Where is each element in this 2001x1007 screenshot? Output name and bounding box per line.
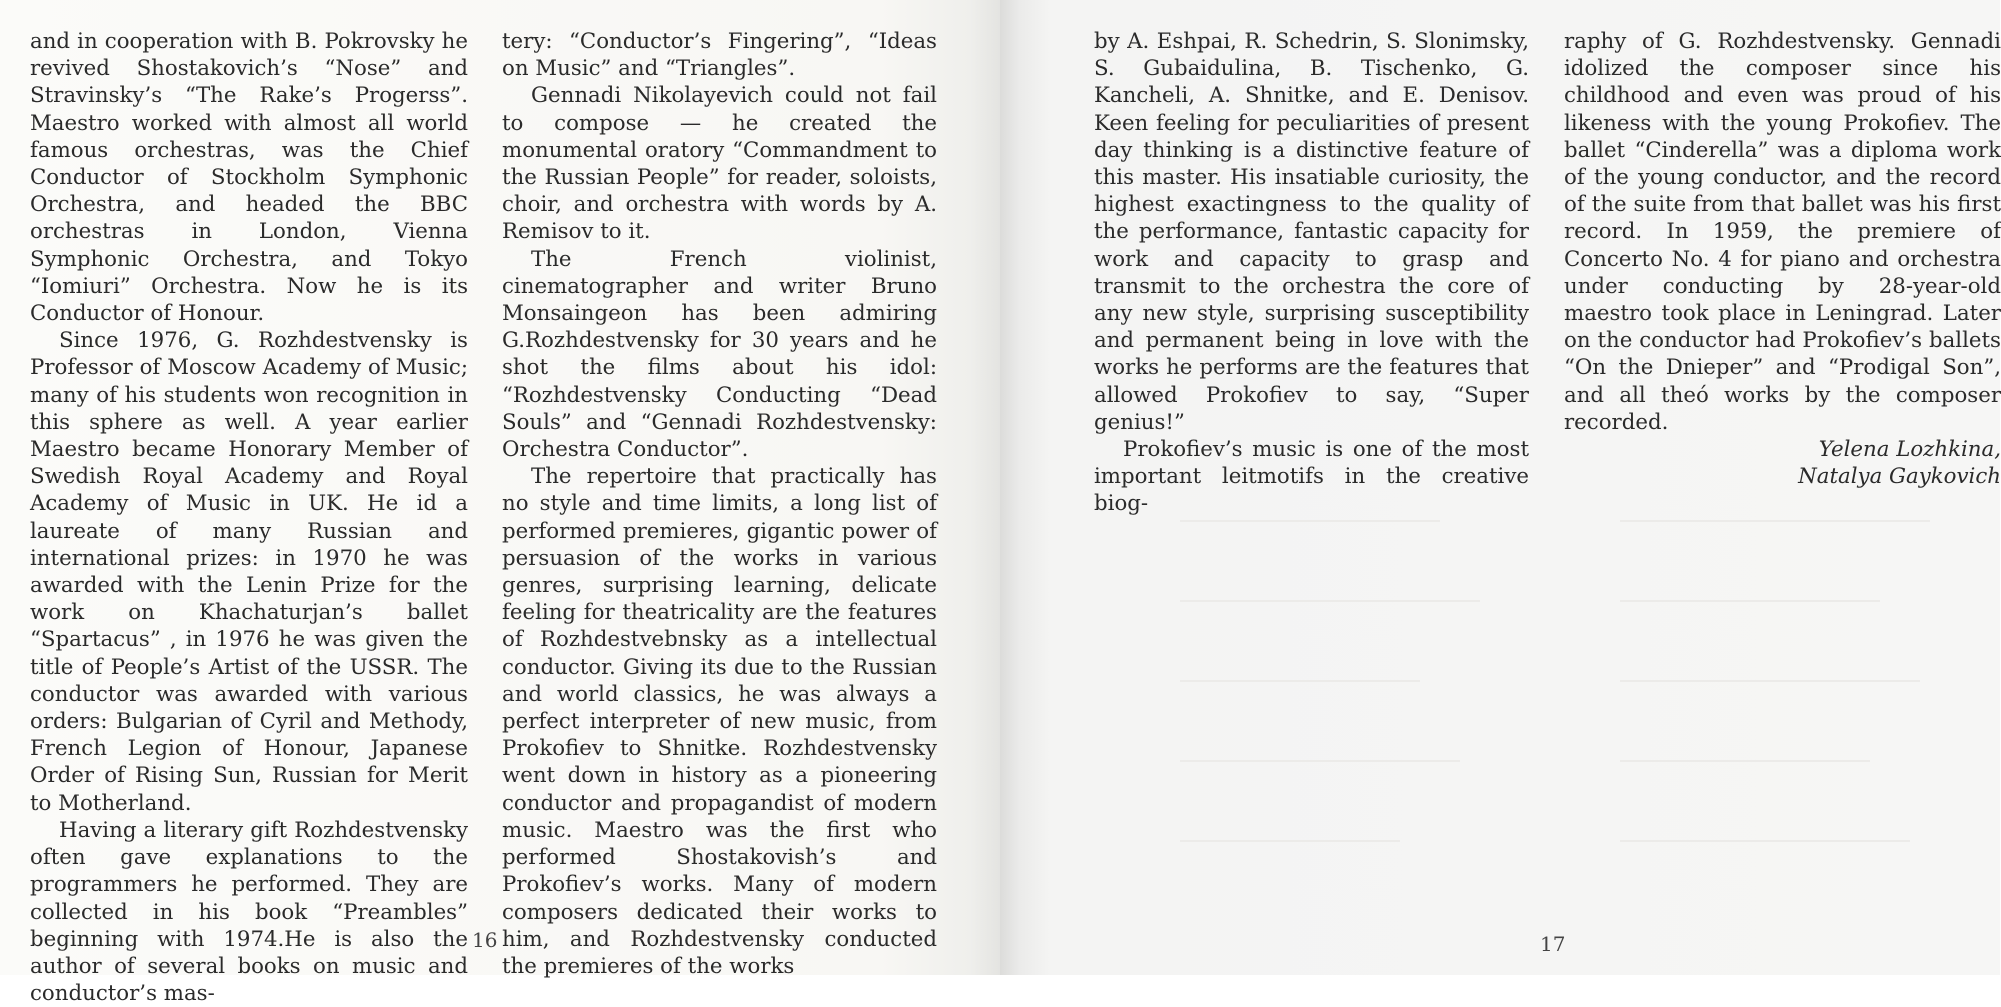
show-through-line [1180,760,1460,762]
right-page-column-2 [1564,28,2001,490]
page-number: 17 [1540,932,1566,956]
paragraph: The French violinist, cinematographer and writer Bruno Monsaingeon has been admiring G.Rozhdestvensky for 30 years and he shot the films about his idol: “Rozhdestvensky Conducting “Dead Souls” and “Gennadi Rozhdestvensky: Orchestra Conductor”. [502,246,937,463]
paragraph: raphy of G. Rozhdestvensky. Gennadi idolized the composer since his childhood and even was proud of his likeness with the young Prokofiev. The ballet “Cinderella” was a diploma work of the young conductor, and the record of the suite from that ballet was his first record. In 1959, the premiere of Concerto No. 4 for piano and orchestra under conducting by 28-year-old maestro took place in Leningrad. Later on the conductor had Prokofiev’s ballets “On the Dnieper” and “Prodigal Son”, and all theó works by the composer recorded. [1564,29,2001,435]
show-through-line [1180,680,1420,682]
signature-author-1: Yelena Lozhkina, [1818,437,2001,463]
left-page-column-2 [502,28,937,980]
paragraph: Prokofiev’s music is one of the most important leitmotifs in the creative biog- [1094,437,1529,517]
show-through-line [1180,600,1480,602]
right-page-column-1 [1094,28,1529,518]
show-through-line [1620,760,1870,762]
right-page [1000,0,2000,975]
show-through-line [1620,520,1930,522]
paragraph: The repertoire that practically has no style and time limits, a long list of performed premieres, gigantic power of persuasion of the works in various genres, surprising learning, delicate feeling for theatricality are the features of Rozhdestvebnsky as a intellectual conductor. Giving its due to the Russian and world classics, he was always a perfect interpreter of new music, from Prokofiev to Shnitke. Rozhdestvensky went down in history as a pioneering conductor and propagandist of modern music. Maestro was the first who performed Shostakovish’s and Prokofiev’s works. Many of modern composers dedicated their works to him, and Rozhdestvensky conducted the premieres of the works [502,464,937,979]
paragraph: Since 1976, G. Rozhdestvensky is Professor of Moscow Academy of Music; many of his students won recognition in this sphere as well. A year earlier Maestro became Honorary Member of Swedish Royal Academy and Royal Academy of Music in UK. He id a laureate of many Russian and international prizes: in 1970 he was awarded with the Lenin Prize for the work on Khachaturjan’s ballet “Spartacus” , in 1976 he was given the title of People’s Artist of the USSR. The conductor was awarded with various orders: Bulgarian of Cyril and Methody, French Legion of Honour, Japanese Order of Rising Sun, Russian for Merit to Motherland. [30,328,468,816]
show-through-line [1620,680,1920,682]
paragraph: Having a literary gift Rozhdestvensky often gave explanations to the programmers he performed. They are collected in his book “Preambles” beginning with 1974.He is also the author of several books on music and conductor’s mas- [30,817,468,1007]
show-through-line [1620,840,1910,842]
paragraph: and in cooperation with B. Pokrovsky he revived Shostakovich’s “Nose” and Stravinsky’s “The Rake’s Progerss”. Maestro worked with almost all world famous orchestras, was the Chief Conductor of Stockholm Symphonic Orchestra, and headed the BBC orchestras in London, Vienna Symphonic Orchestra, and Tokyo “Iomiuri” Orchestra. Now he is its Conductor of Honour. [30,29,468,327]
show-through-line [1620,600,1880,602]
page-number: 16 [472,928,498,952]
show-through-line [1180,520,1440,522]
paragraph: by A. Eshpai, R. Schedrin, S. Slonimsky, S. Gubaidulina, B. Tischenko, G. Kancheli, A. Shnitke, and E. Denisov. Keen feeling for peculiarities of present day thinking is a distinctive feature of this master. His insatiable curiosity, the highest exactingness to the quality of the performance, fantastic capacity for work and capacity to grasp and transmit to the orchestra the core of any new style, surprising susceptibility and permanent being in love with the works he performs are the features that allowed Prokofiev to say, “Super genius!” [1094,29,1529,435]
left-page [0,0,1000,1007]
paragraph: tery: “Conductor’s Fingering”, “Ideas on Music” and “Triangles”. [502,29,937,82]
left-page-column-1 [30,28,468,1007]
paragraph: Gennadi Nikolayevich could not fail to compose — he created the monumental oratory “Commandment to the Russian People” for reader, soloists, choir, and orchestra with words by A. Remisov to it. [502,83,937,245]
show-through-line [1180,840,1400,842]
signature-author-2: Natalya Gaykovich [1798,464,2001,490]
